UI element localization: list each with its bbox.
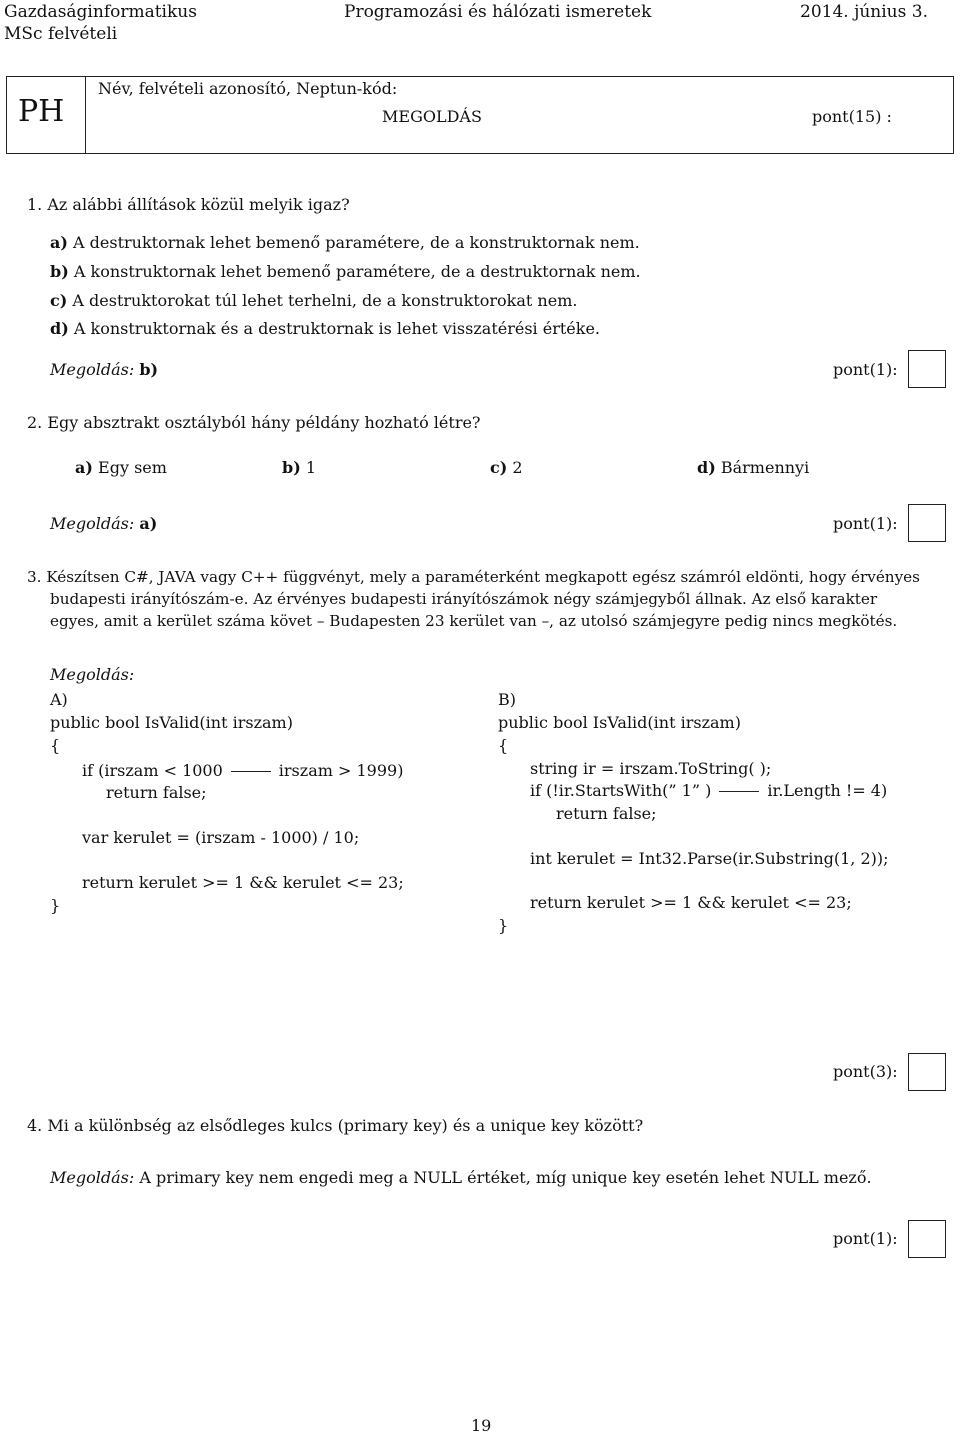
code-b-title: B): [498, 690, 516, 709]
header-program: MSc felvételi: [4, 24, 118, 44]
name-prompt: Név, felvételi azonosító, Neptun-kód:: [98, 79, 398, 98]
or-operator-line: [231, 771, 271, 772]
page-number: 19: [471, 1416, 492, 1435]
q1-points: pont(1):: [833, 360, 898, 379]
q1-option-d: d) A konstruktornak és a destruktornak is lehet visszatérési értéke.: [50, 319, 601, 338]
q1-option-b: b) A konstruktornak lehet bemenő paramétere, de a destruktornak nem.: [50, 262, 641, 281]
q1-option-c: c) A destruktorokat túl lehet terhelni, de a konstruktorokat nem.: [50, 291, 578, 310]
q3-solution-label: Megoldás:: [50, 665, 135, 684]
q2-solution: Megoldás: a): [50, 514, 158, 533]
q3-points: pont(3):: [833, 1062, 898, 1081]
q2-option-a: a) Egy sem: [75, 458, 167, 477]
code-b-line3: string ir = irszam.ToString( );: [530, 759, 772, 778]
code-b-line7: return kerulet >= 1 && kerulet <= 23;: [530, 893, 852, 912]
q1-score-box[interactable]: [908, 350, 946, 388]
q4-text: 4. Mi a különbség az elsődleges kulcs (primary key) és a unique key között?: [27, 1116, 644, 1135]
q3-score-box[interactable]: [908, 1053, 946, 1091]
header-subject: Programozási és hálózati ismeretek: [344, 2, 652, 22]
code-a-line3: if (irszam < 1000 irszam > 1999): [82, 761, 404, 780]
solution-title: MEGOLDÁS: [382, 107, 482, 126]
q3-text-line3: egyes, amit a kerület száma követ – Budapesten 23 kerület van –, az utolsó számjegyre pedig nincs megkötés.: [50, 612, 898, 630]
q1-text: 1. Az alábbi állítások közül melyik igaz?: [27, 195, 350, 214]
total-points: pont(15) :: [812, 107, 892, 126]
q1-option-a: a) A destruktornak lehet bemenő paramétere, de a konstruktornak nem.: [50, 233, 640, 252]
q4-solution: Megoldás: A primary key nem engedi meg a NULL értéket, míg unique key esetén lehet NULL mező.: [50, 1168, 872, 1187]
code-a-line7: }: [50, 896, 61, 915]
q4-points: pont(1):: [833, 1229, 898, 1248]
q3-text-line1: 3. Készítsen C#, JAVA vagy C++ függvényt, mely a paraméterként megkapott egész számról eldönti, hogy érvényes: [27, 568, 920, 586]
code-a-line2: {: [50, 736, 61, 755]
code-a-line5: var kerulet = (irszam - 1000) / 10;: [82, 828, 360, 847]
header-course: Gazdaságinformatikus: [4, 2, 197, 22]
code-b-line2: {: [498, 736, 509, 755]
q2-text: 2. Egy absztrakt osztályból hány példány hozható létre?: [27, 413, 481, 432]
code-a-line4: return false;: [106, 783, 207, 802]
code-a-line6: return kerulet >= 1 && kerulet <= 23;: [82, 873, 404, 892]
q1-solution: Megoldás: b): [50, 360, 159, 379]
or-operator-line: [719, 791, 759, 792]
q4-score-box[interactable]: [908, 1220, 946, 1258]
code-b-line4: if (!ir.StartsWith(” 1” ) ir.Length != 4): [530, 781, 888, 800]
q3-text-line2: budapesti irányítószám-e. Az érvényes budapesti irányítószámok négy számjegyből állnak. Az első karakter: [50, 590, 878, 608]
code-a-title: A): [50, 690, 68, 709]
code-a-line1: public bool IsValid(int irszam): [50, 713, 293, 732]
q2-option-b: b) 1: [282, 458, 317, 477]
header-date: 2014. június 3.: [800, 2, 928, 22]
q2-option-d: d) Bármennyi: [697, 458, 810, 477]
code-b-line6: int kerulet = Int32.Parse(ir.Substring(1, 2));: [530, 849, 889, 868]
code-b-line1: public bool IsValid(int irszam): [498, 713, 741, 732]
code-b-line5: return false;: [556, 804, 657, 823]
q2-option-c: c) 2: [490, 458, 523, 477]
code-b-line8: }: [498, 916, 509, 935]
q2-score-box[interactable]: [908, 504, 946, 542]
exam-code: PH: [18, 94, 65, 129]
q2-points: pont(1):: [833, 514, 898, 533]
